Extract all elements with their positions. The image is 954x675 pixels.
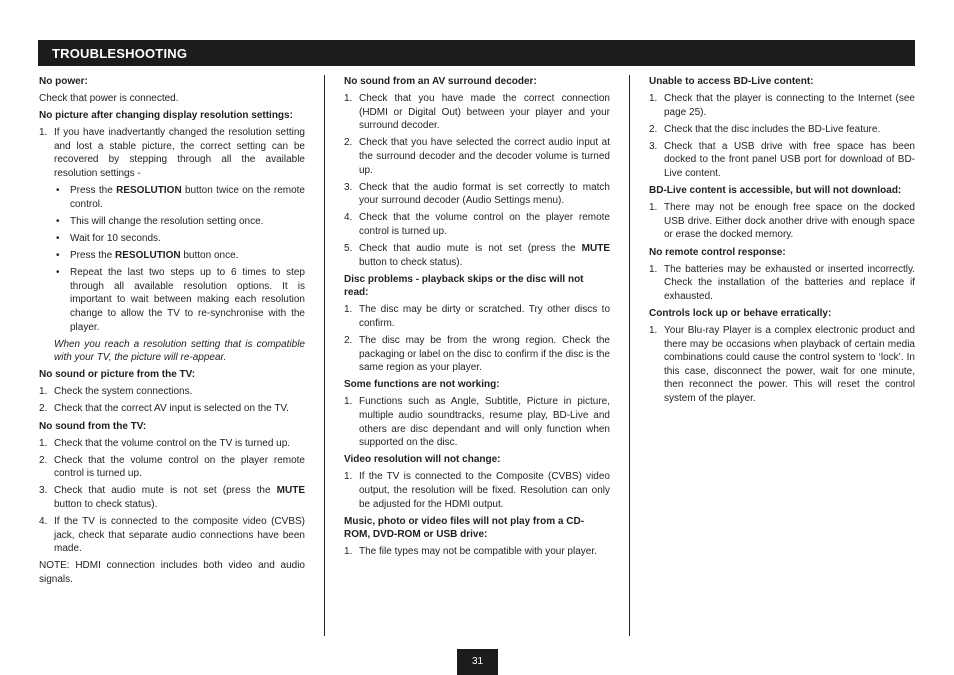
bullet-item [54,266,305,334]
item-text: Check that the volume control on the player remote control is turned up. [54,454,305,480]
bullet-text: This will change the resolution setting once. [70,215,264,227]
item-number: 1. [39,386,48,398]
item-number: 1. [344,396,353,408]
item-text: Check that the player is connecting to the Internet (see page 25). [664,93,915,118]
item-number: 2. [344,137,353,149]
page-title: TROUBLESHOOTING [52,46,188,61]
item-number: 2. [39,454,48,466]
list-item [649,201,915,242]
list-item [344,303,610,330]
resolution-note: When you reach a resolution setting that is compatible with your TV, the picture will re-appear. [54,338,305,364]
list-item [344,242,610,269]
item-text: Check that audio mute is not set (press the [54,485,277,497]
item-text: Check that you have selected the correct audio input at the surround decoder and the decoder volume is turned up. [359,137,610,176]
item-number: 1. [39,127,48,139]
no-power-text: Check that power is connected. [39,93,179,105]
list-item [649,263,915,304]
section-heading-bd-live-access: Unable to access BD-Live content: [649,76,814,87]
item-text: If you have inadvertantly changed the resolution setting and lost a stable picture, the correct setting can be recovered by stepping through all the available resolution settings - [54,127,305,180]
bd-live-access-list [649,92,915,181]
disc-problems-list [344,303,610,374]
list-item [39,126,305,334]
list-item [39,484,305,511]
no-picture-list [39,126,305,334]
section-heading-bd-live-download: BD-Live content is accessible, but will not download: [649,185,902,197]
bullet-item [54,184,305,211]
bd-live-download-list [649,201,915,242]
item-text: Check that the volume control on the player remote control is turned up. [359,212,610,237]
item-text: Check the system connections. [54,386,193,398]
mute-key-label: MUTE [581,243,610,255]
item-text: button to check status). [54,499,158,511]
column-divider-right [629,75,630,636]
list-item [649,123,915,137]
item-text: The disc may be from the wrong region. Check the packaging or label on the disc to confirm if the disc is the same region as your player. [359,335,610,374]
item-text: If the TV is connected to the composite video (CVBS) jack, check that separate audio connections have been made. [54,516,305,555]
section-heading-no-sound-tv: No sound from the TV: [39,420,147,432]
section-header-bar [38,40,915,66]
av-decoder-list [344,92,610,269]
item-number: 1. [344,471,353,483]
list-item [39,454,305,481]
list-item [344,470,610,511]
list-item [649,92,915,119]
no-sound-picture-tv-list [39,385,305,416]
item-text: Your Blu-ray Player is a complex electronic product and there may be occasions when playback of certain media combinations could cause the control system to ‘lock’. In this case, disconnect the power, wait for one minute, then reconnect the power. This will reset the control system of the player. [664,325,915,404]
item-number: 2. [39,403,48,415]
video-resolution-list [344,470,610,511]
item-text: Check that the volume control on the TV is turned up. [54,437,291,449]
section-heading-no-sound-picture-tv: No sound or picture from the TV: [39,369,196,381]
item-number: 4. [39,516,48,528]
list-item [344,136,610,177]
item-number: 1. [649,93,658,105]
section-heading-no-power: No power: [39,76,88,87]
list-item [649,324,915,406]
hdmi-note: NOTE: HDMI connection includes both video and audio signals. [39,560,305,585]
item-number: 1. [39,437,48,449]
item-text: button to check status). [359,256,463,268]
item-number: 1. [649,263,658,275]
resolution-key-label: RESOLUTION [116,185,182,197]
section-heading-controls-lock: Controls lock up or behave erratically: [649,307,832,319]
list-item [344,211,610,238]
item-number: 3. [39,485,48,497]
item-text: Check that the disc includes the BD-Live feature. [664,123,881,135]
item-number: 4. [344,212,353,224]
resolution-steps-list [54,184,305,334]
bullet-item [54,249,305,263]
section-heading-video-resolution: Video resolution will not change: [344,454,501,466]
some-functions-list [344,395,610,449]
controls-lock-list [649,324,915,406]
bullet-text: Press the [70,250,116,262]
bullet-text: Press the [70,185,117,197]
list-item [39,437,305,451]
list-item [39,402,305,416]
column-divider-left [324,75,325,636]
mute-key-label: MUTE [276,485,305,497]
item-number: 1. [344,546,353,558]
item-number: 1. [344,93,353,105]
page-number: 31 [471,656,484,667]
no-sound-tv-list [39,437,305,556]
list-item [344,334,610,375]
no-remote-list [649,263,915,304]
item-text: Check that audio mute is not set (press the [359,243,582,255]
item-text: There may not be enough free space on the docked USB drive. Either dock another drive with enough space or erase the docked memory. [664,202,915,241]
item-number: 2. [649,123,658,135]
item-text: Check that a USB drive with free space has been docked to the front panel USB port for download of BD-Live content. [664,140,915,180]
item-text: Check that the correct AV input is selected on the TV. [54,403,289,415]
section-heading-music-photo: Music, photo or video files will not play from a CD-ROM, DVD-ROM or USB drive: [344,515,585,541]
list-item [39,385,305,399]
item-number: 3. [344,181,353,193]
item-text: Check that you have made the correct connection (HDMI or Digital Out) between your player and your surround decoder. [359,93,610,132]
item-text: The file types may not be compatible with your player. [359,546,597,558]
page-number-box [457,649,498,675]
bullet-text: Repeat the last two steps up to 6 times to step through all available resolution options. It is important to wait between making each resolution change to allow the TV to re-synchronise with the player. [70,267,305,333]
item-number: 1. [649,325,658,336]
bullet-text: button twice on the remote control. [70,185,305,210]
bullet-item [54,232,305,246]
section-heading-no-picture: No picture after changing display resolution settings: [39,110,293,122]
item-text: The disc may be dirty or scratched. Try other discs to confirm. [359,304,610,329]
music-photo-list [344,545,610,559]
section-heading-av-decoder: No sound from an AV surround decoder: [344,76,537,87]
item-number: 1. [649,202,658,214]
bullet-item [54,215,305,229]
list-item [39,515,305,556]
item-number: 3. [649,140,658,152]
item-number: 5. [344,243,353,255]
item-text: The batteries may be exhausted or inserted incorrectly. Check the installation of the batteries and replace if exhausted. [664,263,915,302]
item-text: Functions such as Angle, Subtitle, Picture in picture, multiple audio soundtracks, resume play, BD-Live and others are disc dependant and will only function when supported on the disc. [359,396,610,449]
column-1 [39,75,305,590]
section-heading-some-functions: Some functions are not working: [344,379,500,391]
list-item [344,545,610,559]
section-heading-disc-problems: Disc problems - playback skips or the disc will not read: [344,273,584,299]
column-2 [344,75,610,563]
resolution-key-label: RESOLUTION [115,250,181,262]
item-text: If the TV is connected to the Composite (CVBS) video output, the resolution will be fixed. Resolution can only be adjusted for the HDMI output. [359,471,610,510]
bullet-text: Wait for 10 seconds. [70,232,161,244]
bullet-text: button once. [180,250,239,262]
list-item [344,181,610,208]
item-number: 2. [344,335,353,347]
item-number: 1. [344,304,353,316]
list-item [649,140,915,181]
column-3 [649,75,915,409]
list-item [344,395,610,449]
section-heading-no-remote: No remote control response: [649,246,786,258]
item-text: Check that the audio format is set correctly to match your surround decoder (Audio Settings menu). [359,181,610,207]
list-item [344,92,610,133]
